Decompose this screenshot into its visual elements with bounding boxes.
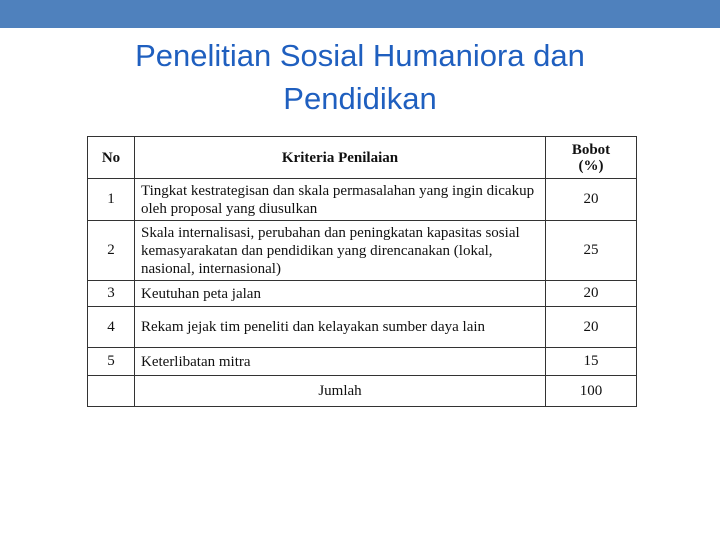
- row-no: 3: [88, 281, 135, 307]
- row-no: 4: [88, 307, 135, 348]
- row-no: 1: [88, 179, 135, 221]
- row-bobot: 25: [546, 221, 637, 281]
- row-kriteria: Skala internalisasi, perubahan dan peningkatan kapasitas sosial kemasyarakatan dan pendidikan yang direncanakan (lokal, nasional, internasional): [135, 221, 546, 281]
- table-header-row: [88, 137, 637, 179]
- row-kriteria: Rekam jejak tim peneliti dan kelayakan sumber daya lain: [135, 307, 546, 348]
- header-no: No: [88, 137, 135, 179]
- header-bobot: [546, 137, 637, 179]
- table-row: [88, 307, 637, 348]
- slide-title-line-1: Penelitian Sosial Humaniora dan: [135, 38, 585, 73]
- table-row: [88, 281, 637, 307]
- row-bobot: 20: [546, 179, 637, 221]
- row-no: 2: [88, 221, 135, 281]
- row-bobot: 15: [546, 348, 637, 376]
- total-bobot: 100: [546, 376, 637, 407]
- table-row: [88, 348, 637, 376]
- table-row: [88, 179, 637, 221]
- header-bobot-line-1: Bobot: [571, 141, 611, 158]
- row-kriteria: Keterlibatan mitra: [135, 348, 546, 376]
- criteria-table-container: [87, 136, 636, 407]
- row-kriteria: Tingkat kestrategisan dan skala permasalahan yang ingin dicakup oleh proposal yang diusulkan: [135, 179, 546, 221]
- total-empty-cell: [88, 376, 135, 407]
- row-bobot: 20: [546, 281, 637, 307]
- table-row: [88, 221, 637, 281]
- total-label: Jumlah: [135, 376, 546, 407]
- slide-title: [60, 34, 660, 120]
- row-kriteria: Keutuhan peta jalan: [135, 281, 546, 307]
- criteria-table: [87, 136, 637, 407]
- row-bobot: 20: [546, 307, 637, 348]
- slide-title-line-2: Pendidikan: [283, 81, 437, 116]
- header-bobot-line-2: (%): [578, 157, 604, 174]
- header-kriteria: Kriteria Penilaian: [135, 137, 546, 179]
- row-no: 5: [88, 348, 135, 376]
- table-total-row: [88, 376, 637, 407]
- top-accent-bar: [0, 0, 720, 28]
